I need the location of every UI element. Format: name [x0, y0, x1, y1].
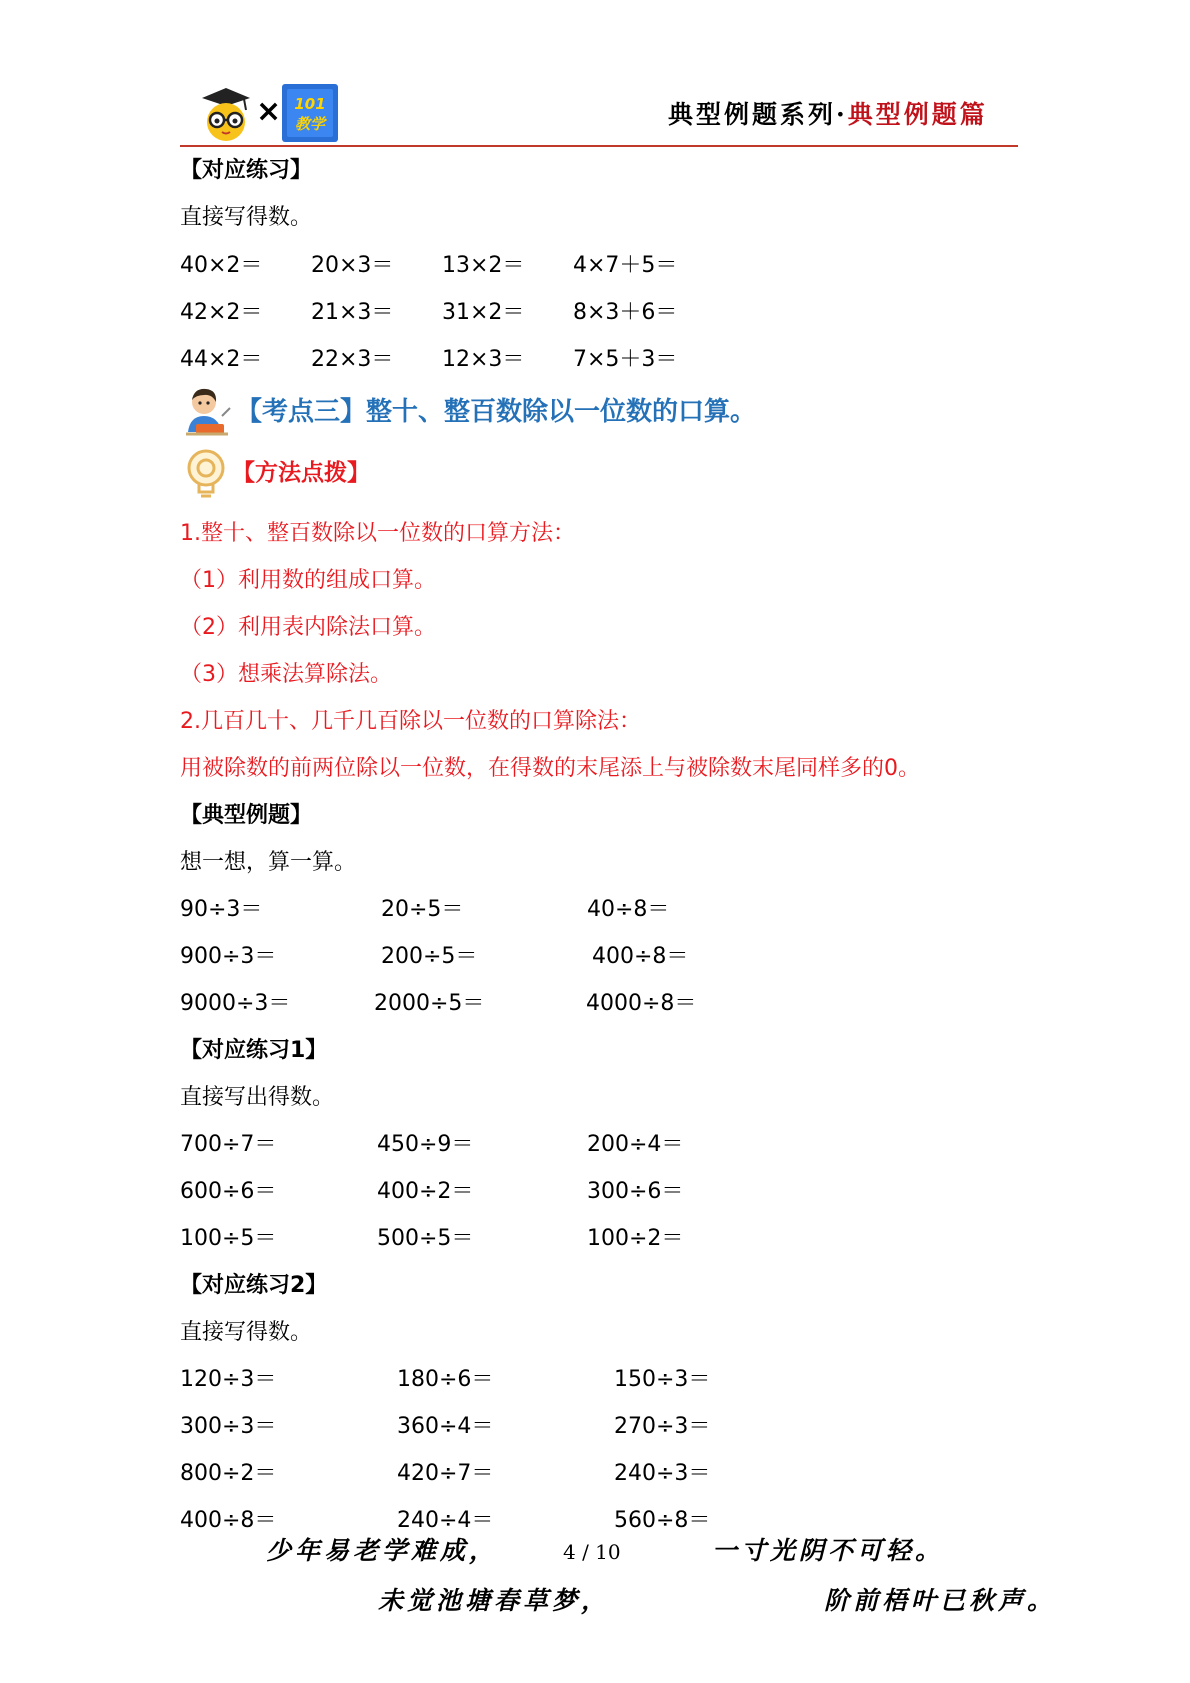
problem-item: 400÷8＝: [592, 944, 689, 969]
problem-item: 8×3＋6＝: [573, 300, 678, 325]
problem-item: 240÷4＝: [397, 1508, 494, 1533]
problem-item: 270÷3＝: [614, 1414, 711, 1439]
footer-poem-line2-right: 阶前梧叶已秋声。: [824, 1586, 1057, 1615]
method-line-6: 用被除数的前两位除以一位数，在得数的末尾添上与被除数末尾同样多的0。: [180, 756, 920, 781]
practice0-instruction: 直接写得数。: [180, 205, 313, 230]
problem-item: 42×2＝: [180, 300, 263, 325]
problem-item: 90÷3＝: [180, 897, 263, 922]
problem-item: 2000÷5＝: [374, 991, 485, 1016]
problem-item: 40÷8＝: [587, 897, 670, 922]
header-title-section: 典型例题篇: [847, 100, 988, 129]
problem-item: 700÷7＝: [180, 1132, 277, 1157]
problem-item: 7×5＋3＝: [573, 347, 678, 372]
owl-logo-icon: [200, 86, 252, 142]
footer-poem-line2-left: 未觉池塘春草梦，: [378, 1586, 611, 1615]
practice1-instruction: 直接写出得数。: [180, 1085, 335, 1110]
problem-item: 450÷9＝: [377, 1132, 474, 1157]
problem-item: 31×2＝: [442, 300, 525, 325]
101-education-logo-icon: [282, 84, 338, 142]
problem-item: 600÷6＝: [180, 1179, 277, 1204]
footer-poem-line1-right: 一寸光阴不可轻。: [712, 1536, 945, 1565]
problem-item: 13×2＝: [442, 253, 525, 278]
problem-item: 150÷3＝: [614, 1367, 711, 1392]
problem-item: 120÷3＝: [180, 1367, 277, 1392]
practice1-heading: 【对应练习1】: [180, 1038, 328, 1063]
practice0-heading: 【对应练习】: [180, 158, 313, 183]
method-line-5: 2.几百几十、几千几百除以一位数的口算除法：: [180, 709, 641, 734]
problem-item: 420÷7＝: [397, 1461, 494, 1486]
method-heading: 【方法点拨】: [232, 460, 370, 486]
problem-item: 400÷8＝: [180, 1508, 277, 1533]
problem-item: 300÷6＝: [587, 1179, 684, 1204]
example-instruction: 想一想，算一算。: [180, 850, 357, 875]
problem-item: 800÷2＝: [180, 1461, 277, 1486]
problem-item: 100÷5＝: [180, 1226, 277, 1251]
problem-item: 20×3＝: [311, 253, 394, 278]
problem-item: 21×3＝: [311, 300, 394, 325]
problem-item: 180÷6＝: [397, 1367, 494, 1392]
kaodian-title: 【考点三】整十、整百数除以一位数的口算。: [236, 397, 757, 427]
problem-item: 560÷8＝: [614, 1508, 711, 1533]
svg-text:教学: 教学: [294, 115, 326, 133]
practice2-instruction: 直接写得数。: [180, 1320, 313, 1345]
problem-item: 9000÷3＝: [180, 991, 291, 1016]
problem-item: 300÷3＝: [180, 1414, 277, 1439]
times-symbol: ×: [256, 94, 282, 129]
problem-item: 4000÷8＝: [586, 991, 697, 1016]
problem-item: 200÷4＝: [587, 1132, 684, 1157]
page-number: 4 / 10: [563, 1540, 621, 1564]
problem-item: 500÷5＝: [377, 1226, 474, 1251]
problem-item: 100÷2＝: [587, 1226, 684, 1251]
method-line-4: （3）想乘法算除法。: [180, 662, 392, 687]
method-line-1: 1.整十、整百数除以一位数的口算方法：: [180, 521, 575, 546]
problem-item: 400÷2＝: [377, 1179, 474, 1204]
header-title: [668, 98, 988, 132]
problem-item: 22×3＝: [311, 347, 394, 372]
problem-item: 200÷5＝: [381, 944, 478, 969]
problem-item: 40×2＝: [180, 253, 263, 278]
header-title-series: 典型例题系列·: [668, 100, 848, 129]
problem-item: 240÷3＝: [614, 1461, 711, 1486]
practice2-heading: 【对应练习2】: [180, 1273, 328, 1298]
problem-item: 4×7＋5＝: [573, 253, 678, 278]
problem-item: 20÷5＝: [381, 897, 464, 922]
lightbulb-icon: [184, 448, 228, 502]
example-heading: 【典型例题】: [180, 803, 313, 828]
method-line-3: （2）利用表内除法口算。: [180, 615, 436, 640]
student-reading-icon: [182, 386, 232, 438]
method-line-2: （1）利用数的组成口算。: [180, 568, 436, 593]
problem-item: 44×2＝: [180, 347, 263, 372]
problem-item: 900÷3＝: [180, 944, 277, 969]
problem-item: 360÷4＝: [397, 1414, 494, 1439]
header-divider: [180, 145, 1018, 147]
problem-item: 12×3＝: [442, 347, 525, 372]
svg-text:101: 101: [294, 95, 326, 113]
footer-poem-line1-left: 少年易老学难成，: [266, 1536, 499, 1565]
